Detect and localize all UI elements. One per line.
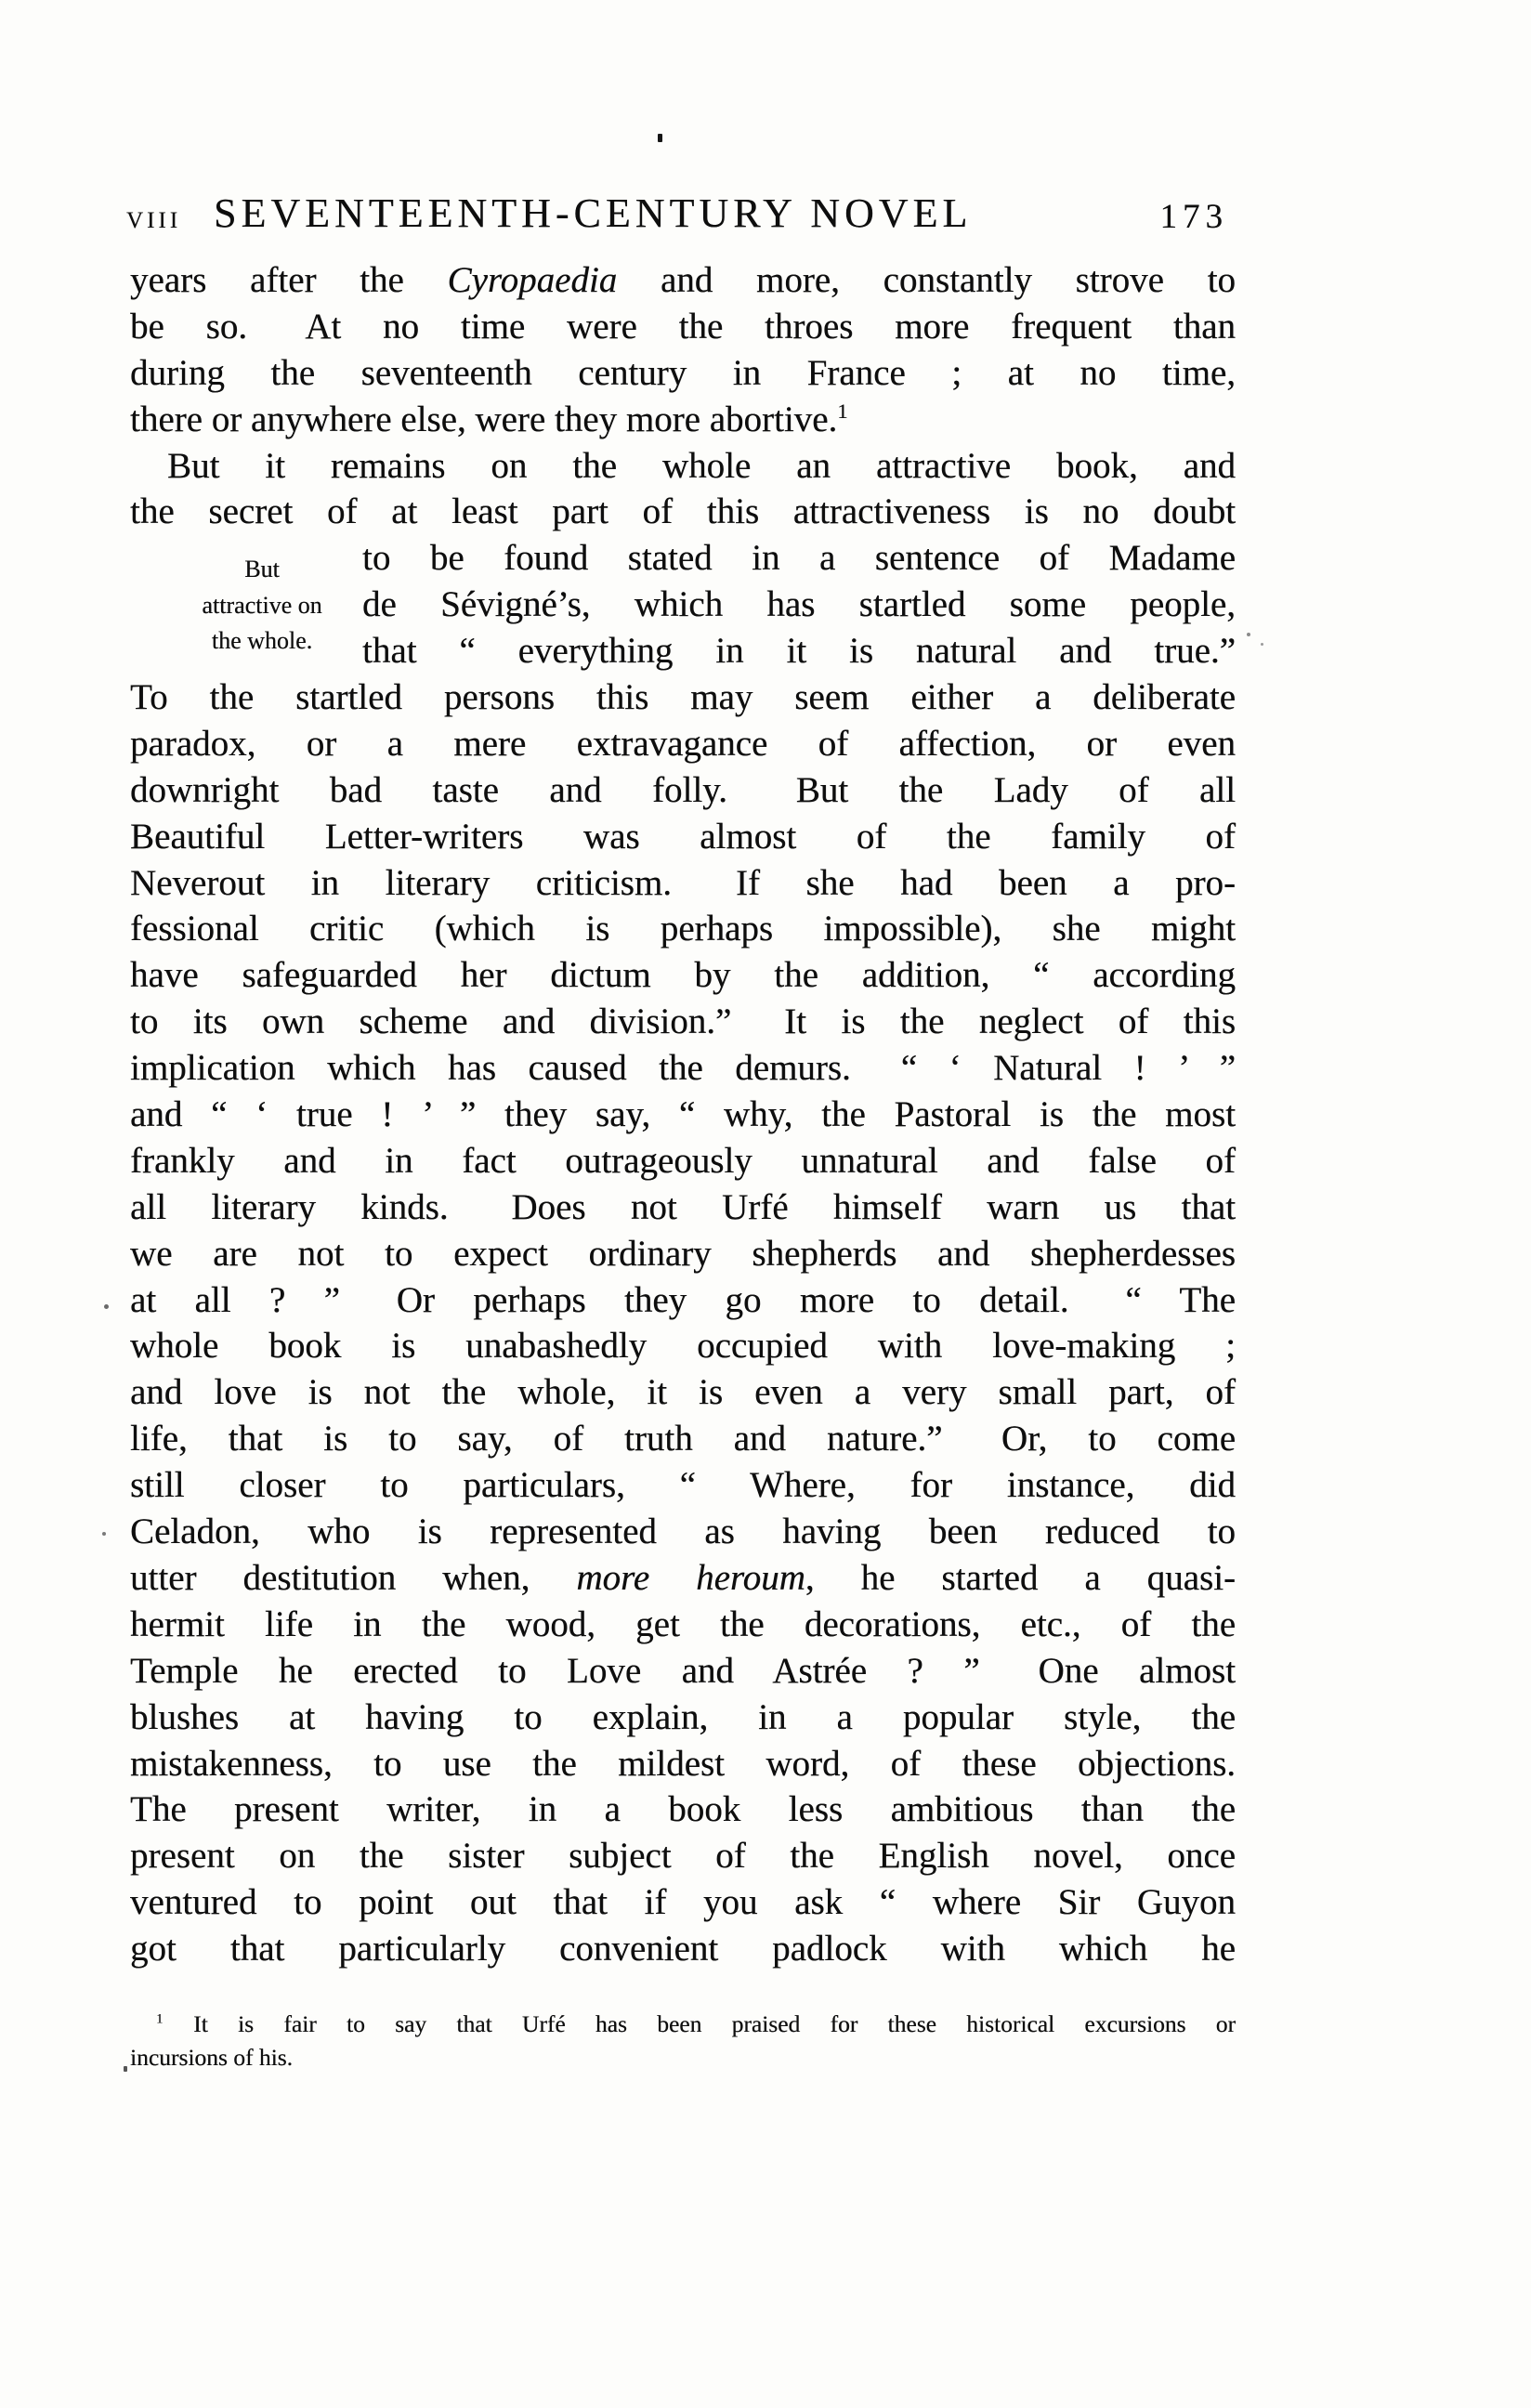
chapter-number: VIII [126,208,182,233]
text-segment: and love is not the whole, it is even a very small part, of [130,1372,1236,1413]
body-line [130,350,1236,397]
text-segment: ventured to point out that if you ask “ where Sir Guyon [130,1882,1236,1923]
body-line [130,1277,1236,1324]
text-segment: to be found stated in a sentence of Madame [362,538,1236,579]
text-segment: The present writer, in a book less ambitious than the [130,1789,1236,1830]
body-line [130,767,1236,814]
body-line [130,1184,1236,1231]
scan-artifact [658,134,662,142]
text-segment: got that particularly convenient padlock with which he [130,1929,1236,1970]
sidenote-line: attractive on [202,591,322,619]
text-segment: and more, constantly strove to [617,260,1236,300]
text-segment: whole book is unabashedly occupied with love-making ; [130,1326,1236,1367]
text-segment: life, that is to say, of truth and nature.” Or, to come [130,1419,1236,1459]
body-line [130,1648,1236,1695]
text-segment: It is fair to say that Urfé has been praised for these historical excursions or [163,2010,1236,2037]
body-line [130,906,1236,952]
text-segment: all literary kinds. Does not Urfé himself warn us that [130,1186,1236,1227]
text-segment: utter destitution when, [130,1557,577,1598]
body-line [130,1231,1236,1277]
text-segment: downright bad taste and folly. But the Lady of all [130,769,1236,810]
body-line [130,443,1236,490]
body-line [130,814,1236,860]
sidenote-line: the whole. [211,627,313,654]
text-segment: the secret of at least part of this attractiveness is no doubt [130,491,1236,532]
text-segment: we are not to expect ordinary shepherds and shepherdesses [130,1233,1236,1274]
body-line [130,1786,1236,1833]
sidenote-line: But [244,556,280,582]
footnote-marker: 1 [156,2011,164,2027]
running-title: SEVENTEENTH-CENTURY NOVEL [214,190,973,236]
body-line [130,628,1236,674]
body-line [130,1926,1236,1972]
italic-text: Cyropaedia [447,260,618,300]
text-segment: still closer to particulars, “ Where, for instance, did [130,1465,1236,1506]
body-line [130,1138,1236,1184]
body-line [130,489,1236,535]
text-segment: present on the sister subject of the English novel, once [130,1836,1236,1877]
text-segment: implication which has caused the demurs. “ ‘ Natural ! ’ ” [130,1048,1236,1089]
text-segment: have safeguarded her dictum by the addition, “ according [130,955,1236,996]
footnote-line [130,2041,1236,2074]
footnote-line [130,2008,1236,2041]
body-line [130,1833,1236,1879]
footnote-marker: 1 [837,399,849,423]
text-segment: there or anywhere else, were they more abortive. [130,399,838,439]
text-segment: at all ? ” Or perhaps they go more to detail. “ The [130,1279,1236,1320]
body-line [130,582,1236,628]
body-line [130,952,1236,999]
body-line [130,860,1236,907]
body-line [130,1741,1236,1787]
text-segment: incursions of his. [130,2043,293,2071]
body-line [130,1369,1236,1416]
page-header [126,189,1236,242]
scan-artifact [1261,643,1263,646]
body-line [130,999,1236,1045]
scan-artifact [1247,633,1250,636]
text-segment: But it remains on the whole an attractive book, and [167,445,1236,486]
body-text [130,257,1236,1972]
text-segment: Celadon, who is represented as having been reduced to [130,1512,1236,1552]
text-segment: Temple he erected to Love and Astrée ? ” One almost [130,1650,1236,1691]
body-line [130,1879,1236,1926]
page-number: 173 [1159,198,1228,236]
text-segment: frankly and in fact outrageously unnatural and false of [130,1140,1236,1181]
text-segment: to its own scheme and division.” It is the neglect of this [130,1001,1236,1042]
scan-artifact [102,1532,106,1536]
body-line [130,397,1236,443]
body-line [130,1555,1236,1602]
body-line [130,1092,1236,1138]
text-segment: paradox, or a mere extravagance of affection, or even [130,723,1236,764]
body-line [130,721,1236,767]
text-segment: be so. At no time were the throes more frequent than [130,306,1236,347]
body-line [130,304,1236,350]
text-segment: years after the [130,260,448,300]
text-segment: that “ everything in it is natural and true.” [362,631,1236,672]
text-segment: Neverout in literary criticism. If she had been a pro- [130,862,1236,903]
body-line [130,1602,1236,1648]
text-segment: blushes at having to explain, in a popular style, the [130,1696,1236,1737]
text-segment: Beautiful Letter-writers was almost of the family of [130,816,1236,857]
text-segment: mistakenness, to use the mildest word, of these objections. [130,1743,1236,1784]
body-line [130,674,1236,721]
scan-artifact [124,2066,127,2072]
body-line [130,1323,1236,1369]
body-line [130,257,1236,304]
text-segment: To the startled persons this may seem either a deliberate [130,677,1236,718]
body-line [130,1462,1236,1509]
footnote [130,2008,1236,2074]
text-segment: during the seventeenth century in France ; at no time, [130,352,1236,393]
scan-artifact [104,1304,109,1309]
body-line [130,535,1236,582]
text-segment: and “ ‘ true ! ’ ” they say, “ why, the Pastoral is the most [130,1094,1236,1135]
text-segment: fessional critic (which is perhaps impossible), she might [130,909,1236,949]
body-line [130,1695,1236,1741]
text-segment: de Sévigné’s, which has startled some people, [362,584,1236,625]
body-line [130,1509,1236,1555]
text-segment: hermit life in the wood, get the decorations, etc., of the [130,1603,1236,1644]
text-segment: , he started a quasi- [805,1557,1236,1598]
body-line [130,1416,1236,1462]
body-line [130,1045,1236,1092]
italic-text: more heroum [576,1557,805,1598]
